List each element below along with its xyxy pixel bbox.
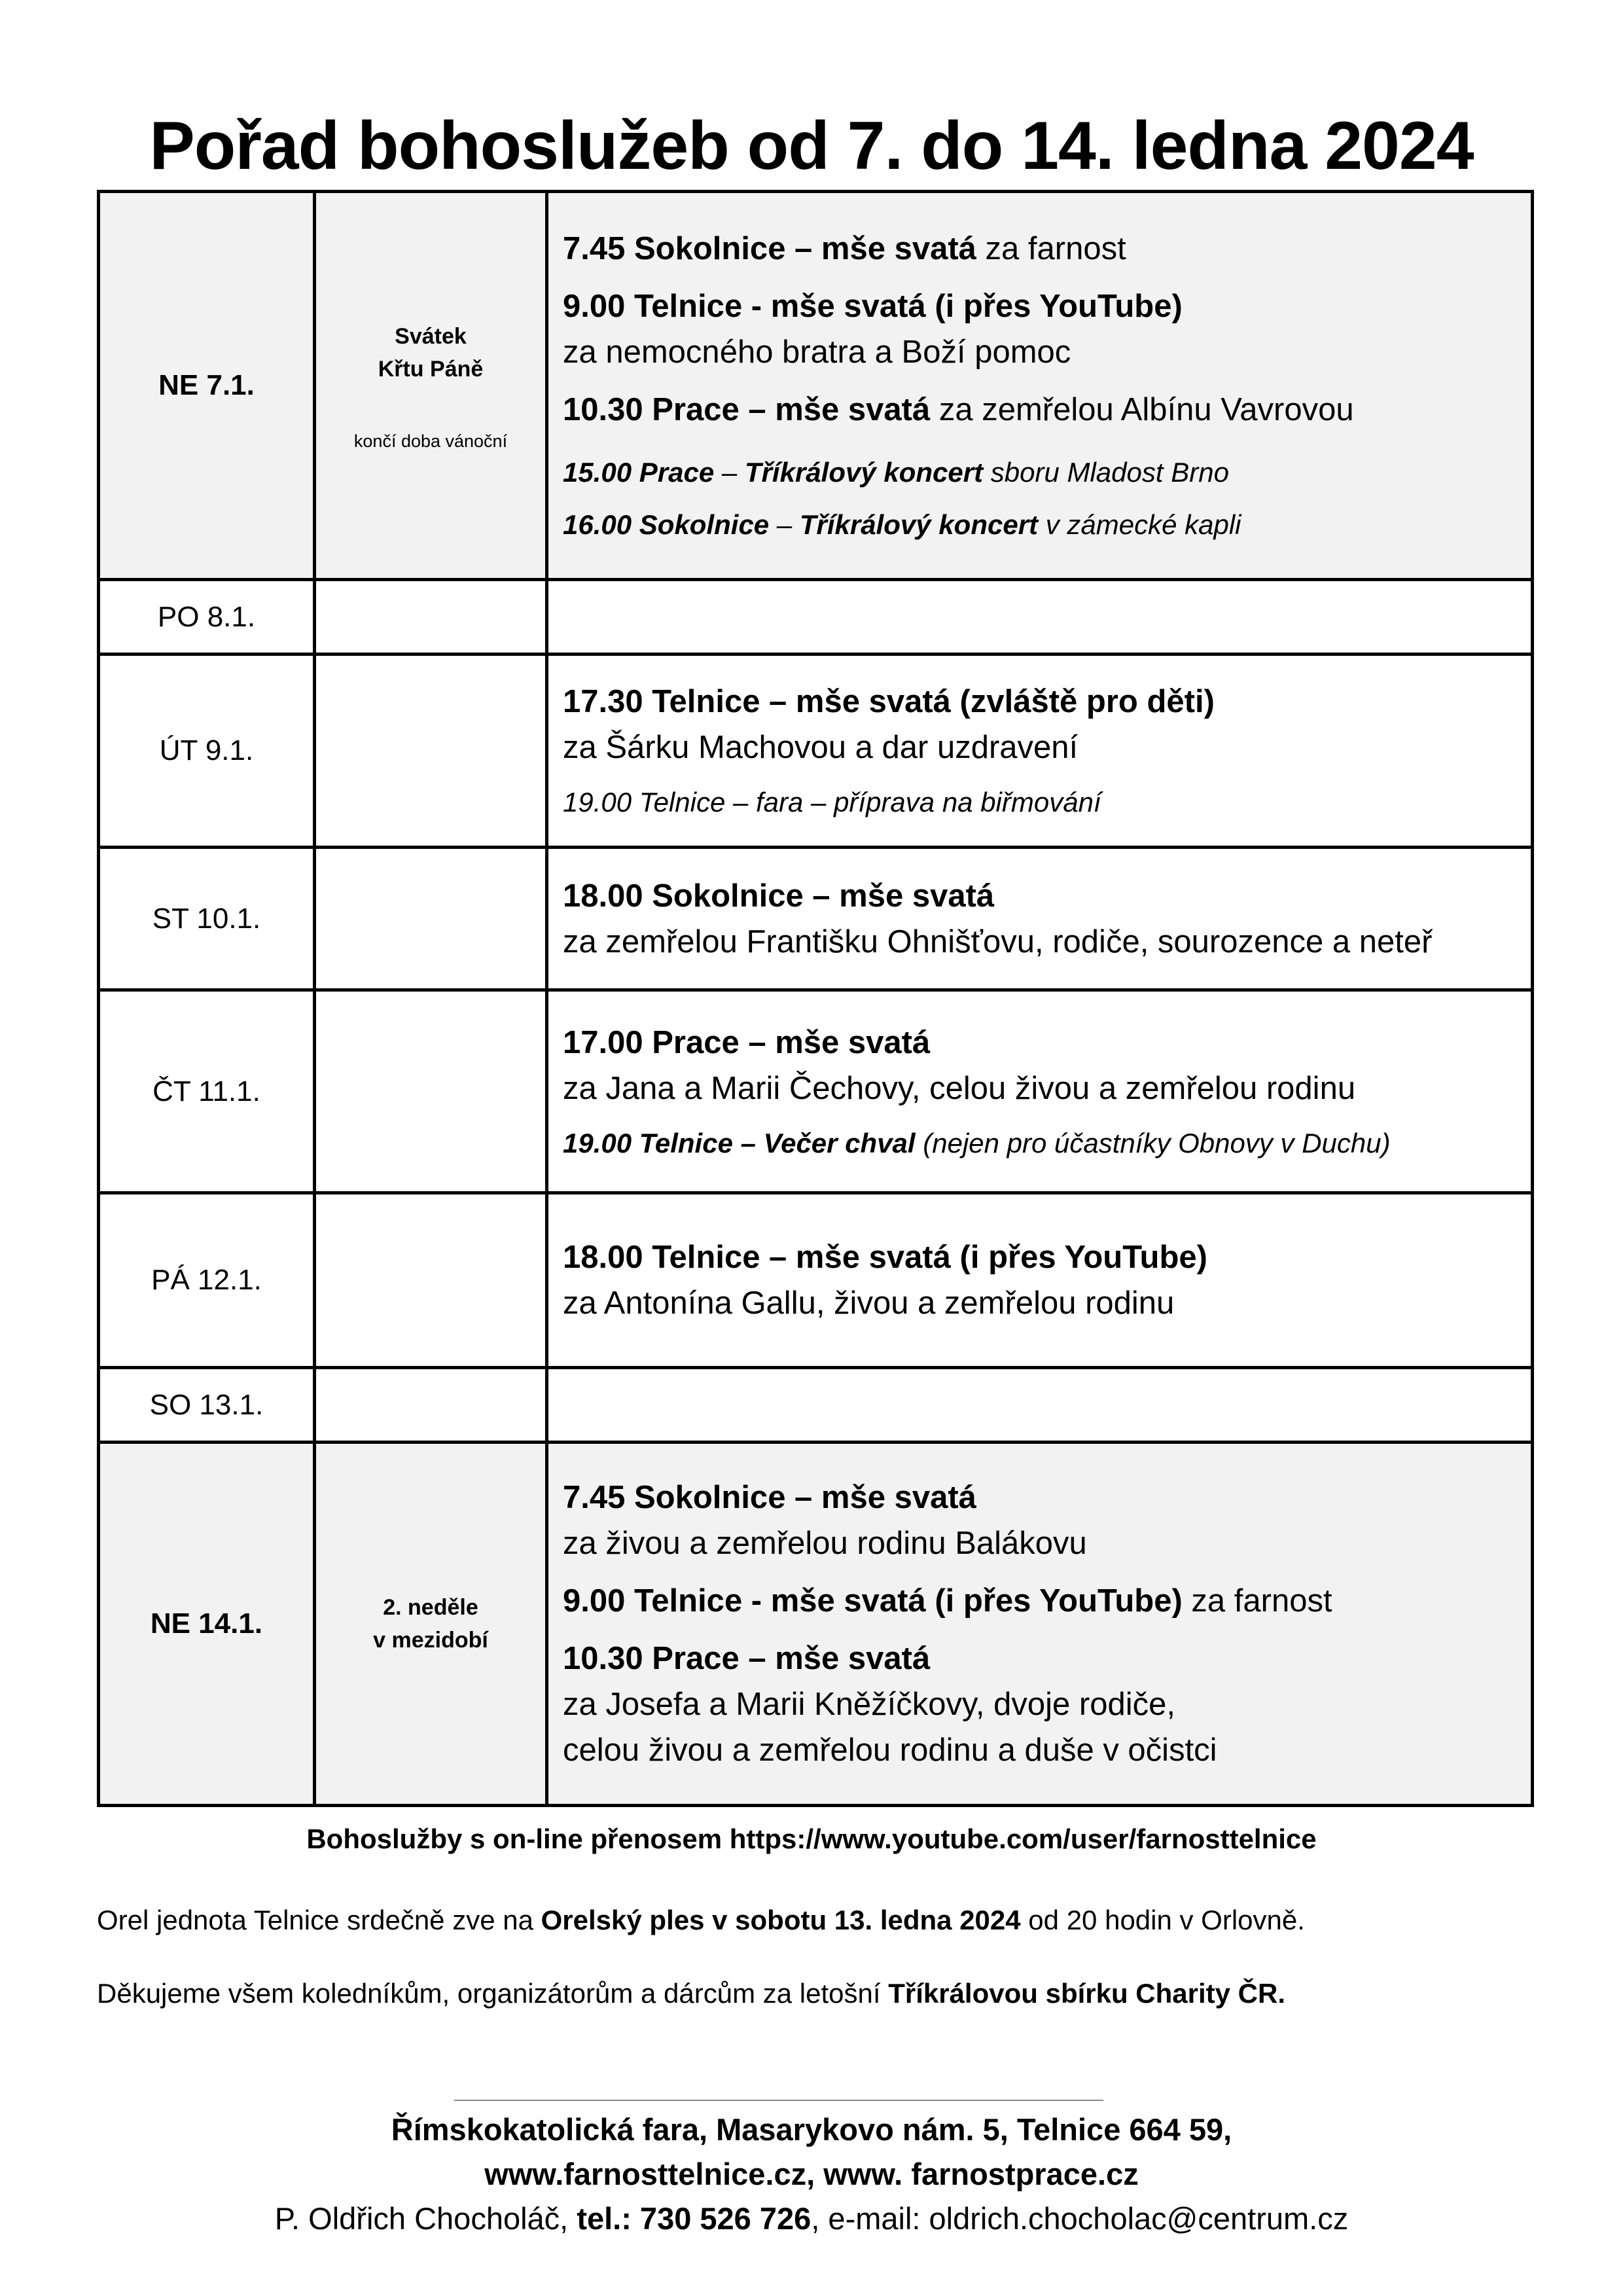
footer-websites: www.farnosttelnice.cz, www. farnostprace.cz	[484, 2157, 1139, 2191]
events-cell	[547, 1443, 1533, 1806]
events-cell	[547, 848, 1533, 990]
schedule-table	[97, 190, 1534, 1807]
event: 19.00 Telnice – Večer chval (nejen pro účastníky Obnovy v Duchu)	[563, 1127, 1391, 1158]
event: 9.00 Telnice - mše svatá (i přes YouTube) za nemocného bratra a Boží pomoc	[563, 289, 1183, 370]
event: 7.45 Sokolnice – mše svatá za živou a zemřelou rodinu Balákovu	[563, 1480, 1087, 1561]
event: 10.30 Prace – mše svatá za Josefa a Marii Kněžíčkovy, dvoje rodiče, celou živou a zemřelou rodinu a duše v očistci	[563, 1641, 1217, 1768]
day-cell: ÚT 9.1.	[99, 655, 315, 848]
event: 10.30 Prace – mše svatá za zemřelou Albínu Vavrovou	[563, 392, 1354, 427]
table-row	[99, 990, 1533, 1193]
day-cell: PO 8.1.	[99, 580, 315, 655]
event: 19.00 Telnice – fara – příprava na biřmování	[563, 787, 1101, 817]
events-cell	[547, 580, 1533, 655]
page-title: Pořad bohoslužeb od 7. do 14. ledna 2024	[149, 108, 1474, 184]
event: 18.00 Telnice – mše svatá (i přes YouTube) za Antonína Gallu, živou a zemřelou rodinu	[563, 1240, 1207, 1321]
day-cell: SO 13.1.	[99, 1368, 315, 1443]
event: 15.00 Prace – Tříkrálový koncert sboru Mladost Brno	[563, 457, 1229, 488]
footer-address: Římskokatolická fara, Masarykovo nám. 5, Telnice 664 59,	[391, 2112, 1232, 2147]
day-cell: ST 10.1.	[99, 848, 315, 990]
events-cell	[547, 192, 1533, 580]
events-cell	[547, 1193, 1533, 1368]
feast-cell	[315, 1368, 547, 1443]
event: 17.00 Prace – mše svatá za Jana a Marii Čechovy, celou živou a zemřelou rodinu	[563, 1024, 1356, 1106]
day-cell: NE 14.1.	[99, 1443, 315, 1806]
event: 16.00 Sokolnice – Tříkrálový koncert v zámecké kapli	[563, 509, 1241, 540]
thanks-note: Děkujeme všem koledníkům, organizátorům a dárcům za letošní Tříkrálovou sbírku Charity ČR.	[97, 1978, 1286, 2009]
day-cell: ČT 11.1.	[99, 990, 315, 1193]
event: 7.45 Sokolnice – mše svatá za farnost	[563, 231, 1126, 266]
footer-divider	[454, 2100, 1103, 2101]
day-cell: PÁ 12.1.	[99, 1193, 315, 1368]
footer-contact: P. Oldřich Chocholáč, tel.: 730 526 726, e-mail: oldrich.chocholac@centrum.cz	[274, 2201, 1349, 2236]
event: 17.30 Telnice – mše svatá (zvláště pro děti) za Šárku Machovou a dar uzdravení	[563, 684, 1215, 765]
table-row	[99, 192, 1533, 580]
feast-cell	[315, 848, 547, 990]
feast-cell	[315, 990, 547, 1193]
events-cell	[547, 655, 1533, 848]
feast-cell	[315, 655, 547, 848]
table-row	[99, 655, 1533, 848]
footer	[0, 2108, 1623, 2241]
table-row	[99, 580, 1533, 655]
table-row	[99, 1193, 1533, 1368]
events-cell	[547, 990, 1533, 1193]
feast-cell	[315, 1443, 547, 1806]
ball-announcement: Orel jednota Telnice srdečně zve na Orelský ples v sobotu 13. ledna 2024 od 20 hodin v Orlovně.	[97, 1905, 1305, 1935]
feast-name: 2. neděle v mezidobí	[373, 1595, 488, 1653]
stream-note: Bohoslužby s on-line přenosem https://www.youtube.com/user/farnosttelnice	[306, 1823, 1317, 1854]
feast-cell	[315, 1193, 547, 1368]
feast-note: končí doba vánoční	[353, 431, 508, 451]
feast-cell	[315, 192, 547, 580]
table-row	[99, 1368, 1533, 1443]
table-row	[99, 1443, 1533, 1806]
events-cell	[547, 1368, 1533, 1443]
feast-cell	[315, 580, 547, 655]
table-row	[99, 848, 1533, 990]
event: 18.00 Sokolnice – mše svatá za zemřelou Františku Ohnišťovu, rodiče, sourozence a neteř	[563, 878, 1433, 960]
event: 9.00 Telnice - mše svatá (i přes YouTube) za farnost	[563, 1583, 1332, 1619]
day-cell: NE 7.1.	[99, 192, 315, 580]
feast-name: Svátek Křtu Páně	[378, 323, 484, 382]
